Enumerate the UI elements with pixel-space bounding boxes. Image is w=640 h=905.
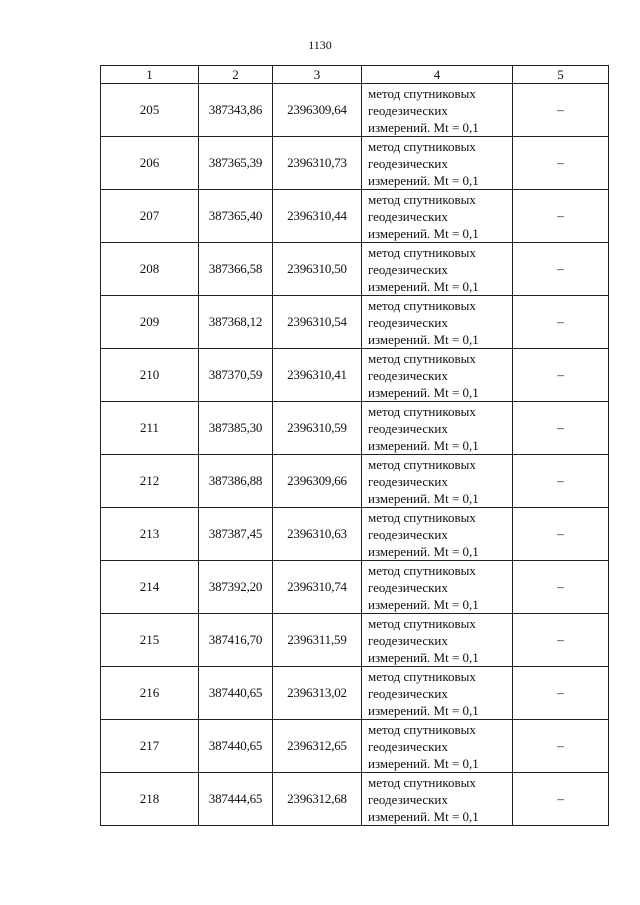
y-coordinate-cell: 2396310,44 [273,190,362,243]
method-text-line: измерений. Mt = 0,1 [368,596,479,612]
table-row [101,190,609,243]
method-text-line: геодезических [368,314,448,330]
coordinates-table [100,65,609,826]
column-header-1: 1 [101,66,199,84]
method-text-line: измерений. Mt = 0,1 [368,490,479,506]
y-coordinate-cell: 2396310,73 [273,137,362,190]
table-row [101,296,609,349]
x-coordinate-cell: 387440,65 [199,667,273,720]
method-text-line: метод спутниковых [368,403,476,419]
note-cell: – [513,561,609,614]
table-row [101,720,609,773]
point-number-cell: 212 [101,455,199,508]
method-text-line: метод спутниковых [368,615,476,631]
x-coordinate-cell: 387444,65 [199,773,273,826]
y-coordinate-cell: 2396310,74 [273,561,362,614]
y-coordinate-cell: 2396313,02 [273,667,362,720]
point-number-cell: 208 [101,243,199,296]
method-cell [362,402,513,455]
method-text-line: измерений. Mt = 0,1 [368,172,479,188]
column-header-2: 2 [199,66,273,84]
y-coordinate-cell: 2396310,41 [273,349,362,402]
method-text-line: метод спутниковых [368,85,476,101]
method-text-line: геодезических [368,579,448,595]
method-text-line: геодезических [368,261,448,277]
table-row [101,508,609,561]
note-cell: – [513,296,609,349]
method-text-line: измерений. Mt = 0,1 [368,702,479,718]
method-text-line: метод спутниковых [368,244,476,260]
method-text-line: измерений. Mt = 0,1 [368,331,479,347]
x-coordinate-cell: 387440,65 [199,720,273,773]
note-cell: – [513,773,609,826]
point-number-cell: 213 [101,508,199,561]
method-text-line: геодезических [368,102,448,118]
method-text-line: метод спутниковых [368,297,476,313]
y-coordinate-cell: 2396309,64 [273,84,362,137]
y-coordinate-cell: 2396309,66 [273,455,362,508]
method-cell [362,720,513,773]
method-text-line: измерений. Mt = 0,1 [368,437,479,453]
x-coordinate-cell: 387386,88 [199,455,273,508]
x-coordinate-cell: 387366,58 [199,243,273,296]
method-text-line: геодезических [368,420,448,436]
method-text-line: геодезических [368,367,448,383]
page-number: 1130 [308,38,332,52]
note-cell: – [513,137,609,190]
y-coordinate-cell: 2396312,68 [273,773,362,826]
method-text-line: геодезических [368,632,448,648]
note-cell: – [513,243,609,296]
column-header-3: 3 [273,66,362,84]
x-coordinate-cell: 387416,70 [199,614,273,667]
method-cell [362,296,513,349]
point-number-cell: 216 [101,667,199,720]
method-text-line: измерений. Mt = 0,1 [368,225,479,241]
x-coordinate-cell: 387385,30 [199,402,273,455]
method-text-line: метод спутниковых [368,774,476,790]
method-text-line: измерений. Mt = 0,1 [368,755,479,771]
method-text-line: метод спутниковых [368,138,476,154]
method-cell [362,667,513,720]
y-coordinate-cell: 2396310,59 [273,402,362,455]
method-cell [362,455,513,508]
method-text-line: геодезических [368,208,448,224]
x-coordinate-cell: 387368,12 [199,296,273,349]
note-cell: – [513,508,609,561]
point-number-cell: 209 [101,296,199,349]
x-coordinate-cell: 387370,59 [199,349,273,402]
table-row [101,614,609,667]
y-coordinate-cell: 2396310,50 [273,243,362,296]
method-text-line: измерений. Mt = 0,1 [368,119,479,135]
method-text-line: геодезических [368,155,448,171]
table-row [101,84,609,137]
x-coordinate-cell: 387392,20 [199,561,273,614]
method-text-line: геодезических [368,526,448,542]
table-row [101,137,609,190]
note-cell: – [513,190,609,243]
y-coordinate-cell: 2396311,59 [273,614,362,667]
note-cell: – [513,84,609,137]
point-number-cell: 205 [101,84,199,137]
method-cell [362,773,513,826]
method-text-line: геодезических [368,473,448,489]
point-number-cell: 207 [101,190,199,243]
y-coordinate-cell: 2396310,54 [273,296,362,349]
table-body [101,84,609,826]
method-cell [362,349,513,402]
method-text-line: измерений. Mt = 0,1 [368,649,479,665]
method-cell [362,190,513,243]
table-row [101,349,609,402]
method-text-line: геодезических [368,685,448,701]
table-header [101,66,609,84]
note-cell: – [513,667,609,720]
method-cell [362,561,513,614]
point-number-cell: 214 [101,561,199,614]
method-text-line: геодезических [368,738,448,754]
x-coordinate-cell: 387365,39 [199,137,273,190]
note-cell: – [513,720,609,773]
header-row [101,66,609,84]
table-row [101,455,609,508]
method-text-line: метод спутниковых [368,350,476,366]
method-cell [362,137,513,190]
point-number-cell: 215 [101,614,199,667]
point-number-cell: 211 [101,402,199,455]
method-text-line: измерений. Mt = 0,1 [368,384,479,400]
note-cell: – [513,455,609,508]
method-cell [362,84,513,137]
method-text-line: метод спутниковых [368,668,476,684]
method-text-line: измерений. Mt = 0,1 [368,278,479,294]
point-number-cell: 217 [101,720,199,773]
note-cell: – [513,402,609,455]
column-header-5: 5 [513,66,609,84]
method-text-line: метод спутниковых [368,456,476,472]
table-row [101,773,609,826]
method-text-line: геодезических [368,791,448,807]
method-cell [362,508,513,561]
method-text-line: метод спутниковых [368,191,476,207]
method-cell [362,243,513,296]
table-row [101,243,609,296]
method-text-line: измерений. Mt = 0,1 [368,543,479,559]
note-cell: – [513,614,609,667]
y-coordinate-cell: 2396312,65 [273,720,362,773]
method-text-line: измерений. Mt = 0,1 [368,808,479,824]
method-cell [362,614,513,667]
method-text-line: метод спутниковых [368,509,476,525]
point-number-cell: 206 [101,137,199,190]
point-number-cell: 210 [101,349,199,402]
table-row [101,561,609,614]
point-number-cell: 218 [101,773,199,826]
x-coordinate-cell: 387343,86 [199,84,273,137]
x-coordinate-cell: 387365,40 [199,190,273,243]
method-text-line: метод спутниковых [368,721,476,737]
note-cell: – [513,349,609,402]
x-coordinate-cell: 387387,45 [199,508,273,561]
method-text-line: метод спутниковых [368,562,476,578]
y-coordinate-cell: 2396310,63 [273,508,362,561]
column-header-4: 4 [362,66,513,84]
table-row [101,402,609,455]
table-row [101,667,609,720]
